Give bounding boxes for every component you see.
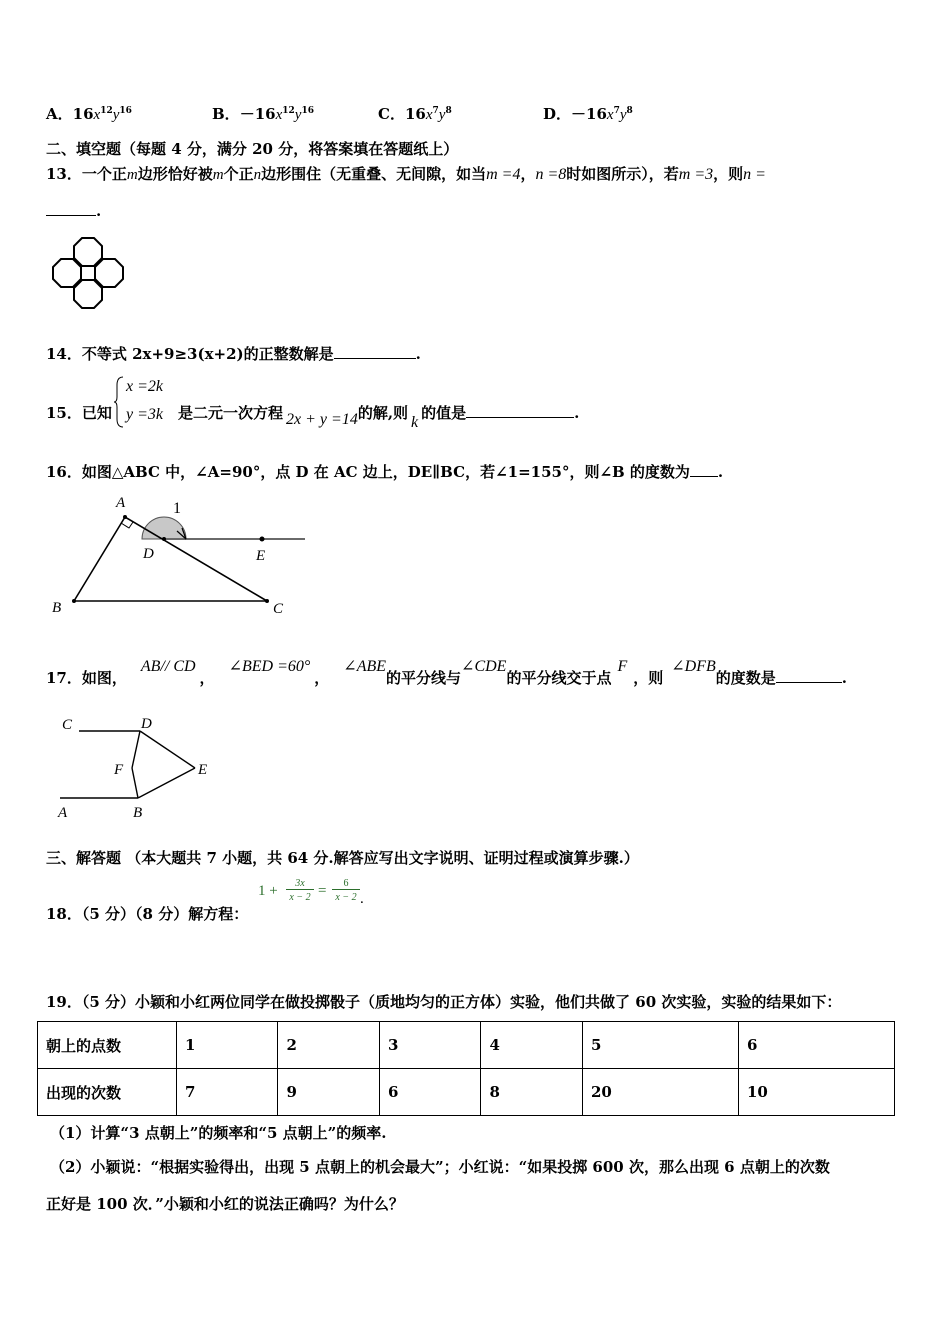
option-b: B．$-16x^{12}y^{16}$ <box>212 105 314 123</box>
question-15-prefix: 15．已知 <box>46 404 112 422</box>
label-a: A <box>58 805 68 821</box>
table-cell: 1 <box>177 1022 278 1069</box>
system-brace <box>113 375 125 429</box>
question-18: 18．（5 分）（8 分）解方程： <box>46 905 249 923</box>
option-d: D．$-16x^7y^8$ <box>543 105 633 123</box>
table-cell: 20 <box>582 1069 738 1116</box>
label-d: D <box>143 546 154 562</box>
table-cell: 出现的次数 <box>38 1069 177 1116</box>
line-ab <box>74 517 125 601</box>
question-13: 13．一个正m边形恰好被m个正n边形围住（无重叠、无间隙，如当m =4，n =8时如图所示），若m =3，则n = <box>46 165 766 183</box>
table-cell: 朝上的点数 <box>38 1022 177 1069</box>
system-eq-2: y =3k <box>126 406 163 423</box>
line-fb <box>132 768 138 798</box>
question-17: 17．如图，AB// CD，∠BED =60°，∠ABE的平分线与∠CDE的平分线交于点F，则∠DFB的度数是 . <box>46 658 848 687</box>
section-2-title: 二、填空题（每题 4 分，满分 20 分，将答案填在答题纸上） <box>46 140 459 158</box>
line-de <box>140 731 195 768</box>
table-cell: 2 <box>278 1022 379 1069</box>
table-row <box>38 1069 895 1116</box>
label-b: B <box>133 805 143 821</box>
table-cell: 7 <box>177 1069 278 1116</box>
section-3-title: 三、解答题 （本大题共 7 小题，共 64 分.解答应写出文字说明、证明过程或演算步骤.） <box>46 849 639 867</box>
table-cell: 4 <box>481 1022 582 1069</box>
octagon-bottom <box>74 280 102 308</box>
octagon-figure <box>48 232 130 314</box>
table-cell: 6 <box>738 1022 894 1069</box>
question-15-body: 是二元一次方程 2x + y =14的解,则k的值是 . <box>178 404 580 431</box>
table-cell: 10 <box>738 1069 894 1116</box>
table-cell: 5 <box>582 1022 738 1069</box>
angle-1-arc <box>142 517 186 539</box>
question-13-blank: . <box>46 201 101 220</box>
line-df <box>132 731 140 768</box>
label-d: D <box>141 716 152 732</box>
table-row <box>38 1022 895 1069</box>
table-cell: 9 <box>278 1069 379 1116</box>
question-16: 16．如图△ABC 中，∠A=90°，点 D 在 AC 边上，DE∥BC，若∠1=155°，则∠B 的度数为 . <box>46 463 724 481</box>
label-1: 1 <box>173 500 181 517</box>
octagon-left <box>53 259 81 287</box>
line-be <box>138 768 195 798</box>
right-angle-mark <box>121 522 133 528</box>
table-cell: 8 <box>481 1069 582 1116</box>
label-e: E <box>256 548 266 564</box>
triangle-figure <box>40 490 310 620</box>
option-a: A．$16x^{12}y^{16}$ <box>46 105 132 123</box>
parallel-figure <box>52 712 222 822</box>
question-19-part-1: （1）计算“3 点朝上”的频率和“5 点朝上”的频率. <box>50 1124 387 1142</box>
question-19-part-2b: 正好是 100 次．”小颖和小红的说法正确吗？为什么？ <box>46 1195 404 1213</box>
label-e: E <box>198 762 208 778</box>
table-cell: 3 <box>379 1022 480 1069</box>
table-cell: 6 <box>379 1069 480 1116</box>
center-square <box>81 266 95 280</box>
label-b: B <box>52 600 62 616</box>
octagon-top <box>74 238 102 266</box>
results-table <box>37 1021 895 1116</box>
option-c: C．$16x^7y^8$ <box>378 105 452 123</box>
label-c: C <box>273 601 284 617</box>
label-a: A <box>116 495 126 511</box>
question-19-part-2a: （2）小颖说：“根据实验得出，出现 5 点朝上的机会最大”；小红说：“如果投掷 600 次，那么出现 6 点朝上的次数 <box>50 1158 830 1176</box>
octagon-right <box>95 259 123 287</box>
question-19: 19．（5 分）小颖和小红两位同学在做投掷骰子（质地均匀的正方体）实验，他们共做了 60 次实验，实验的结果如下： <box>46 993 842 1011</box>
label-f: F <box>114 762 124 778</box>
label-c: C <box>62 717 73 733</box>
system-eq-1: x =2k <box>126 378 163 395</box>
question-14: 14．不等式 2x+9≥3(x+2)的正整数解是 . <box>46 345 421 363</box>
